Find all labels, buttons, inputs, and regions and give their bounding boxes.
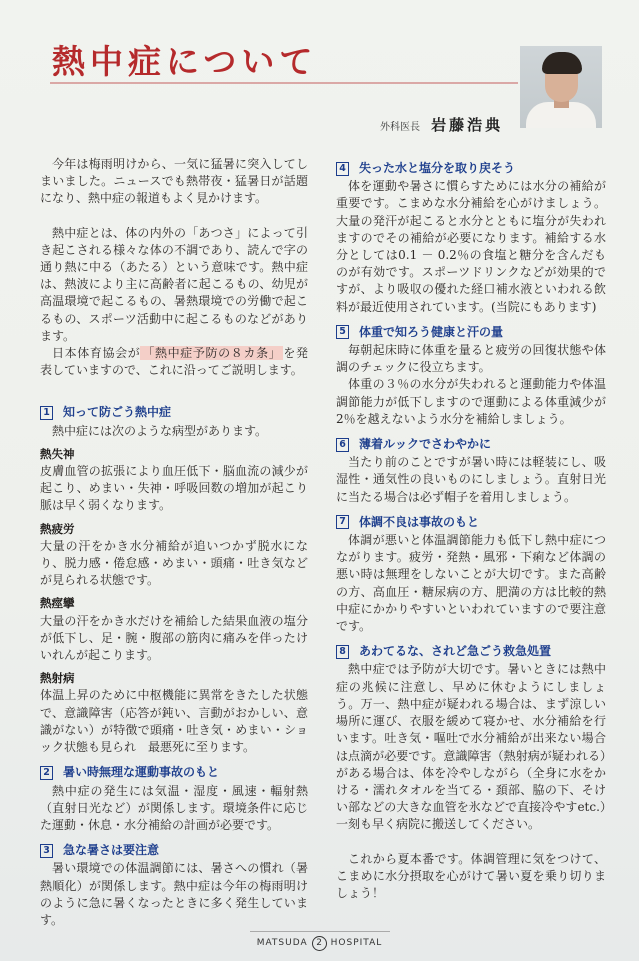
section-heading-2: 2 暑い時無理な運動事故のもと — [40, 764, 308, 781]
title-rule — [50, 82, 518, 84]
section-heading-7: 7 体調不良は事故のもと — [336, 514, 606, 531]
section-number-5: 5 — [336, 325, 349, 339]
footer-left-text: MATSUDA — [256, 938, 308, 948]
section-number-3: 3 — [40, 844, 53, 858]
section-2-text: 熱中症の発生には気温・湿度・風速・輻射熱（直射日光など）が関係します。環境条件に応じた運動・休息・水分補給の計画が必要です。 — [40, 783, 308, 832]
closing-paragraph: これから夏本番です。体調管理に気をつけて、こまめに水分摂取を心がけて暑い夏を乗り切りましょう！ — [336, 851, 606, 900]
section-4-text: 体を運動や暑さに慣らすためには水分の補給が重要です。こまめな水分補給を心がけましょう。大量の発汗が起こると水分とともに塩分が失われますのでその補給が必要になります。補給する水分としては0.1 － 0.2％の食塩と糖分を含んだものが有効です。スポーツドリンクなどが効果的ですが、より吸収の優れた経口補水液といわれる飲料が最近使用されています。(当院にもあります) — [336, 179, 606, 314]
section-6-text: 当たり前のことですが暑い時には軽装にし、吸湿性・通気性の良いものにしましょう。直射日光に当たる場合は必ず帽子を着用しましょう。 — [336, 455, 606, 504]
section-heading-3: 3 急な暑さは要注意 — [40, 842, 308, 859]
highlight-8-rules: 「熱中症予防の８カ条」 — [142, 346, 282, 361]
section-heading-1: 1 知って防ごう熱中症 — [40, 404, 308, 421]
type-heading-heat-syncope: 熱失神 — [40, 446, 75, 461]
type-heading-heat-exhaustion: 熱疲労 — [40, 521, 75, 536]
section-1-lead: 熱中症には次のような病型があります。 — [52, 423, 268, 438]
section-heading-4: 4 失った水と塩分を取り戻そう — [336, 160, 606, 177]
footer-right-text: HOSPITAL — [330, 938, 383, 948]
type-text-heat-syncope: 皮膚血管の拡張により血圧低下・脳血流の減少が起こり、めまい・失神・呼吸回数の増加が起こり脈は早く弱くなります。 — [40, 464, 308, 513]
section-heading-8: 8 あわてるな、されど急ごう救急処置 — [336, 643, 606, 660]
type-heading-heat-stroke: 熱射病 — [40, 671, 75, 686]
section-heading-6: 6 薄着ルックでさわやかに — [336, 436, 606, 453]
section-3-text: 暑い環境での体温調節には、暑さへの慣れ（暑熱順化）が関係します。熱中症は今年の梅雨明けのように急に暑くなったときに多く発生しています。 — [40, 861, 308, 927]
author-name: 岩藤浩典 — [431, 116, 504, 134]
section-5-text-1: 毎朝起床時に体重を量ると疲労の回復状態や体調のチェックに役立ちます。 — [336, 343, 606, 375]
type-text-heat-stroke: 体温上昇のために中枢機能に異常をきたした状態で、意識障害（応答が鈍い、言動がおかしい、意識がない）が特徴で頭痛・吐き気・めまい・ショック状態も見られ 最悪死に至ります。 — [40, 688, 308, 755]
author-photo — [520, 46, 602, 128]
section-number-1: 1 — [40, 406, 53, 420]
author-role: 外科医長 — [380, 122, 420, 133]
author-byline — [380, 114, 503, 135]
section-number-6: 6 — [336, 438, 349, 452]
page-footer — [0, 936, 639, 951]
section-heading-5: 5 体重で知ろう健康と汗の量 — [336, 324, 606, 341]
section-number-7: 7 — [336, 515, 349, 529]
page-title: 熱中症について — [52, 42, 318, 81]
left-column — [40, 156, 308, 929]
intro-paragraph-2: 熱中症とは、体の内外の「あつさ」によって引き起こされる様々な体の不調であり、読んで字の通り熱に中る（あたる）という意味です。熱中症は、熱波により主に高齢者に起こるもの、幼児が高温環境で起こるもの、暑熱環境での労働で起こるもの、スポーツ活動中に起こるものなどがあります。 — [40, 225, 308, 343]
right-column — [336, 160, 606, 902]
section-number-8: 8 — [336, 645, 349, 659]
section-number-2: 2 — [40, 766, 53, 780]
section-number-4: 4 — [336, 162, 349, 176]
intro-paragraph-1: 今年は梅雨明けから、一気に猛暑に突入してしまいました。ニュースでも熱帯夜・猛暑日が話題になり、熱中症の報道もよく見かけます。 — [40, 157, 308, 206]
type-text-heat-exhaustion: 大量の汗をかき水分補給が追いつかず脱水になり、脱力感・倦怠感・めまい・頭痛・吐き気などが見られる状態です。 — [40, 538, 308, 588]
footer-rule — [250, 931, 390, 932]
page-number: 2 — [312, 936, 327, 951]
type-heading-heat-cramps: 熱痙攣 — [40, 596, 75, 611]
section-5-text-2: 体重の３％の水分が失われると運動能力や体温調節能力が低下しますので運動による体重減少が2％を越えないよう水分を補給しましょう。 — [336, 377, 606, 426]
type-text-heat-cramps: 大量の汗をかき水だけを補給した結果血液の塩分が低下し、足・腕・腹部の筋肉に痛みを伴ったけいれんが起こります。 — [40, 613, 308, 663]
intro-paragraph-3: 日本体育協会が 「熱中症予防の８カ条」 を発表していますので、これに沿ってご説明します。 — [40, 346, 308, 378]
section-7-text: 体調が悪いと体温調節能力も低下し熱中症につながります。疲労・発熱・風邪・下痢など体調の悪い時は無理をしないことが大切です。また高齢の方、高血圧・糖尿病の方、肥満の方は比較的熱中症にかかりやすいといわれていますので要注意です。 — [336, 533, 606, 634]
section-8-text: 熱中症では予防が大切です。暑いときには熱中症の兆候に注意し、早めに休むようにしましょう。万一、熱中症が疑われる場合は、まず涼しい場所に運び、衣服を緩めて寝かせ、水分補給を行います。吐き気・嘔吐で水分補給が出来ない場合は点滴が必要です。意識障害（熱射病が疑われる）がある場合は、体を冷やしながら（全身に水をかける・濡れタオルを当てる・頚部、脇の下、そけい部などの大きな血管を氷などで直接冷やすetc.）一刻も早く病院に搬送してください。 — [336, 662, 606, 832]
